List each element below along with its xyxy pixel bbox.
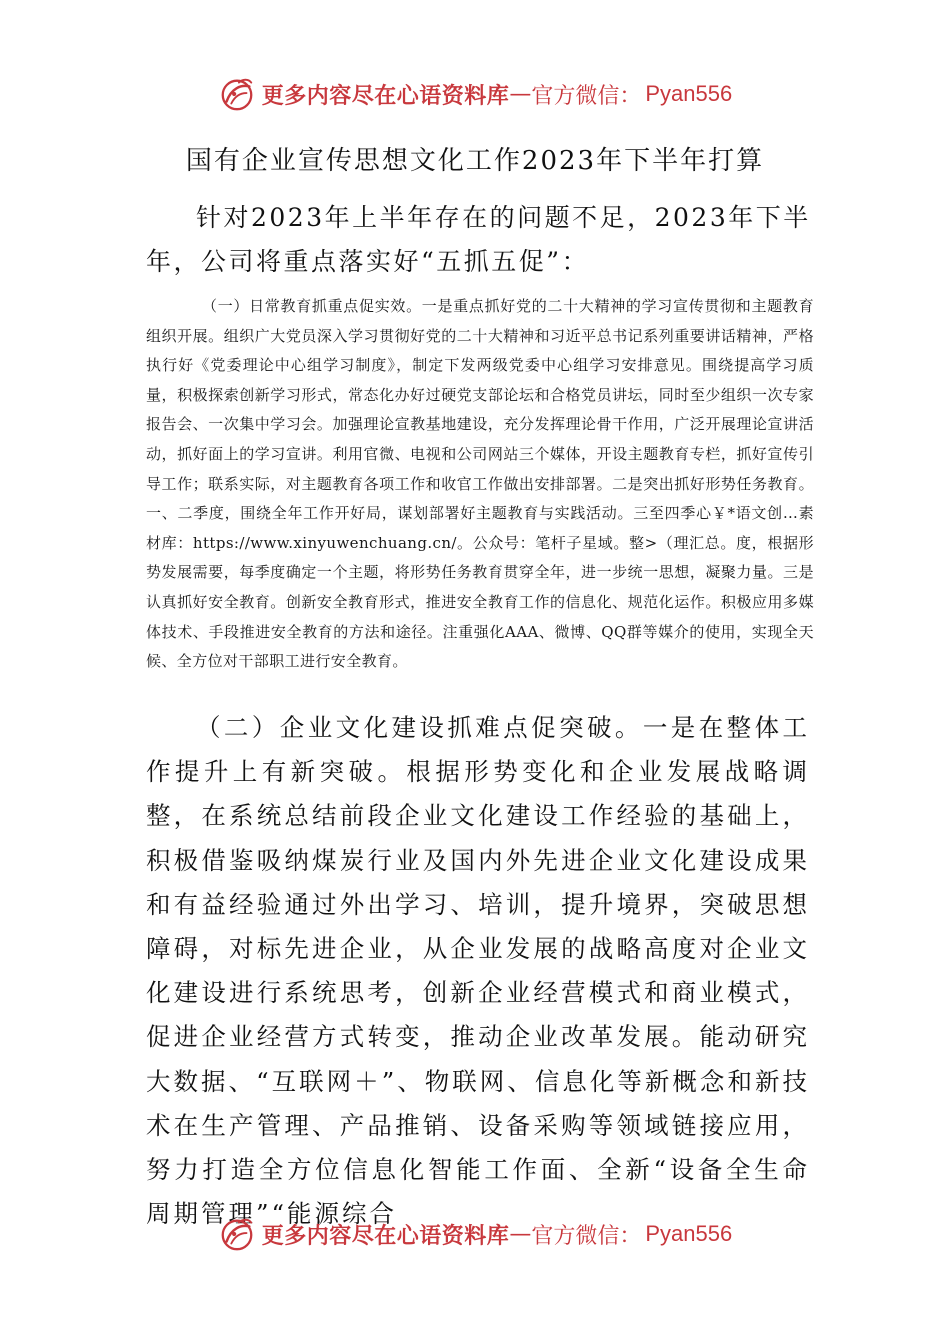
banner-separator: — [509,1221,532,1247]
header-banner [0,72,950,116]
banner-slogan: 更多内容尽在心语资料库 [261,1223,510,1249]
seal-logo-icon [218,75,256,113]
section-two-paragraph: （二）企业文化建设抓难点促突破。一是在整体工作提升上有新突破。根据形势变化和企业发展战略调整，在系统总结前段企业文化建设工作经验的基础上，积极借鉴吸纳煤炭行业及国内外先进企业文化建设成果和有益经验通过外出学习、培训，提升境界，突破思想障碍，对标先进企业，从企业发展的战略高度对企业文化建设进行系统思考，创新企业经营模式和商业模式，促进企业经营方式转变，推动企业改革发展。能动研究大数据、“互联网＋”、物联网、信息化等新概念和新技术在生产管理、产品推销、设备采购等领域链接应用，努力打造全方位信息化智能工作面、全新“设备全生命周期管理”“能源综合 [146,713,810,1229]
document-title: 国有企业宣传思想文化工作2023年下半年打算 [185,146,765,176]
seal-logo-icon [218,1215,256,1253]
banner-separator: — [509,81,532,107]
banner-wechat-id: Pyan556 [645,81,733,106]
banner-wechat-label: 官方微信： [531,83,642,109]
section-one-paragraph: （一）日常教育抓重点促实效。一是重点抓好党的二十大精神的学习宣传贯彻和主题教育组织开展。组织广大党员深入学习贯彻好党的二十大精神和习近平总书记系列重要讲话精神，严格执行好《党委理论中心组学习制度》，制定下发两级党委中心组学习安排意见。围绕提高学习质量，积极探索创新学习形式，常态化办好过硬党支部论坛和合格党员讲坛，同时至少组织一次专家报告会、一次集中学习会。加强理论宣教基地建设，充分发挥理论骨干作用，广泛开展理论宣讲活动，抓好面上的学习宣讲。利用官微、电视和公司网站三个媒体，开设主题教育专栏，抓好宣传引导工作；联系实际，对主题教育各项工作和收官工作做出安排部署。二是突出抓好形势任务教育。一、二季度，围绕全年工作开好局，谋划部署好主题教育与实践活动。三至四季心￥*语文创…素材库：https://www.xinyuwenchuang.cn/。公众号：笔杆子星域。整>（理汇总。度，根据形势发展需要，每季度确定一个主题，将形势任务教育贯穿全年，进一步统一思想，凝聚力量。三是认真抓好安全教育。创新安全教育形式，推进安全教育工作的信息化、规范化运作。积极应用多媒体技术、手段推进安全教育的方法和途径。注重强化AAA、微博、QQ群等媒介的使用，实现全天候、全方位对干部职工进行安全教育。 [146,297,814,671]
banner-wechat-id: Pyan556 [645,1221,733,1246]
banner-slogan: 更多内容尽在心语资料库 [261,83,510,109]
banner-wechat-label: 官方微信： [531,1223,642,1249]
footer-banner [0,1212,950,1256]
intro-paragraph: 针对2023年上半年存在的问题不足，2023年下半年，公司将重点落实好“五抓五促”： [146,203,811,276]
